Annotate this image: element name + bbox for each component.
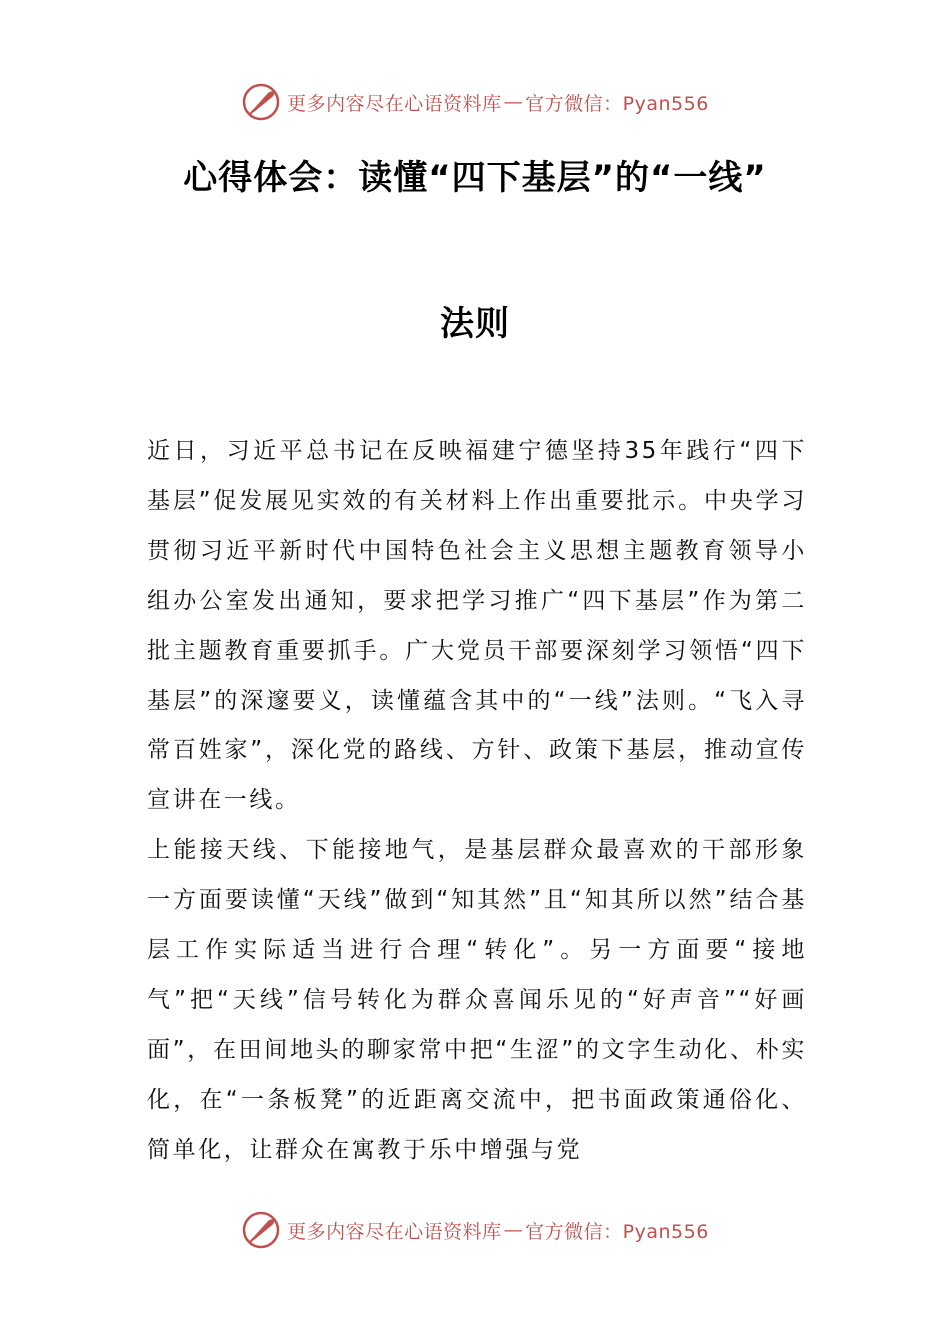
watermark-text: 更多内容尽在心语资料库 xyxy=(287,1220,502,1243)
watermark-separator: — xyxy=(503,1219,524,1241)
paragraph-1: 近日，习近平总书记在反映福建宁德坚持35年践行“四下基层”促发展见实效的有关材料上作出重要批示。中央学习贯彻习近平新时代中国特色社会主义思想主题教育领导小组办公室发出通知，要求把学习推广“四下基层”作为第二批主题教育重要抓手。广大党员干部要深刻学习领悟“四下基层”的深邃要义，读懂蕴含其中的“一线”法则。“飞入寻常百姓家”，深化党的路线、方针、政策下基层，推动宣传宣讲在一线。 xyxy=(147,438,807,814)
watermark-separator: — xyxy=(503,91,524,113)
document-body xyxy=(147,427,807,1176)
paragraph-2: 上能接天线、下能接地气，是基层群众最喜欢的干部形象一方面要读懂“天线”做到“知其然”且“知其所以然”结合基层工作实际适当进行合理“转化”。另一方面要“接地气”把“天线”信号转化为群众喜闻乐见的“好声音”“好画面”，在田间地头的聊家常中把“生涩”的文字生动化、朴实化，在“一条板凳”的近距离交流中，把书面政策通俗化、简单化，让群众在寓教于乐中增强与党 xyxy=(147,837,807,1163)
quill-logo-icon xyxy=(241,1210,281,1250)
document-title-line-2: 法则 xyxy=(440,304,510,344)
quill-logo-icon xyxy=(241,82,281,122)
watermark-text: 更多内容尽在心语资料库 xyxy=(287,92,502,115)
watermark-contact: 官方微信：Pyan556 xyxy=(525,1220,709,1243)
watermark-footer xyxy=(0,1208,950,1252)
watermark-header xyxy=(0,80,950,124)
document-title-line-1: 心得体会：读懂“四下基层”的“一线” xyxy=(183,158,767,198)
watermark-contact: 官方微信：Pyan556 xyxy=(525,92,709,115)
